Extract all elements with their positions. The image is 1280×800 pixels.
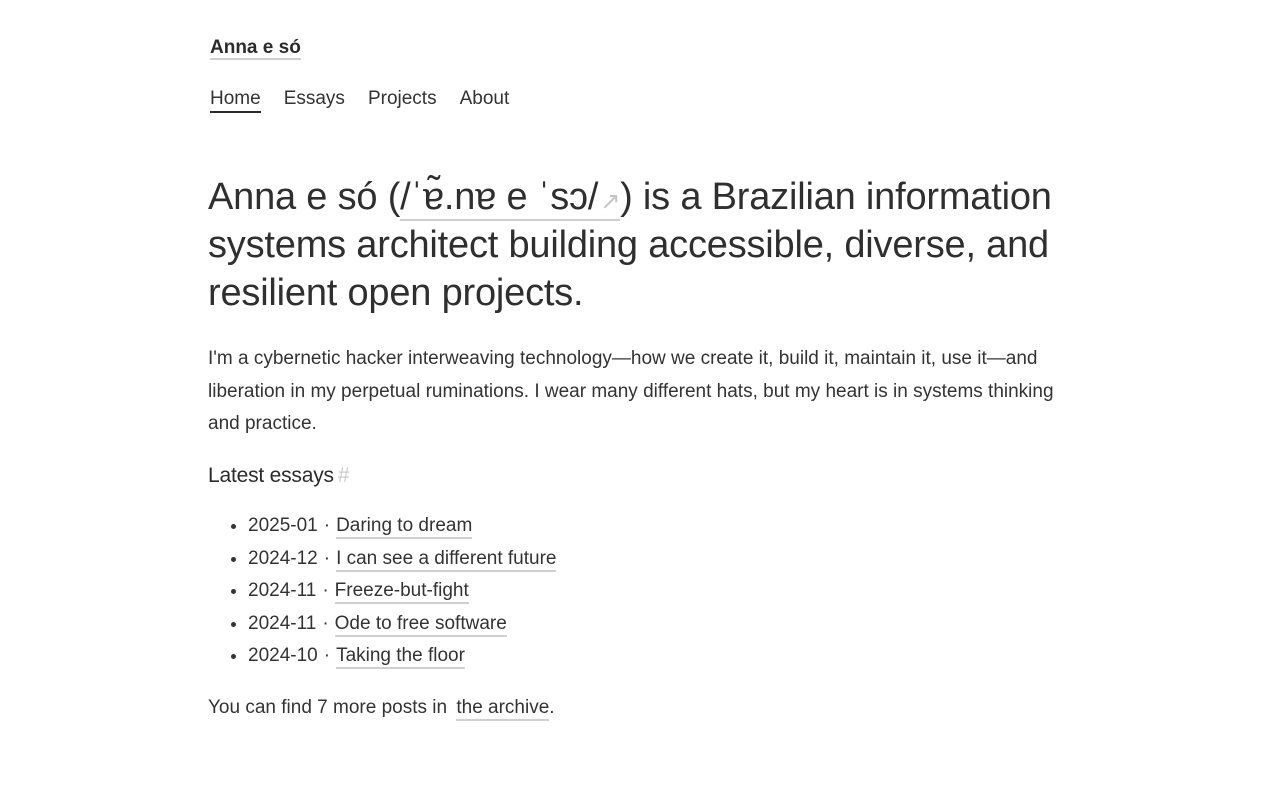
separator: ·: [323, 645, 331, 666]
essay-link-different-future[interactable]: I can see a different future: [336, 548, 556, 572]
essay-date: 2024-11: [248, 612, 317, 634]
essay-list: [208, 510, 556, 673]
hero-rest: ) is a Brazilian information systems architect building accessible, diverse, and resilient open projects.: [208, 176, 1052, 314]
essay-link-ode-to-free-software[interactable]: Ode to free software: [335, 613, 507, 637]
ipa-pronunciation-link[interactable]: [400, 176, 621, 221]
archive-line: [208, 692, 555, 724]
archive-suffix: .: [549, 697, 555, 718]
archive-link[interactable]: the archive: [456, 697, 549, 721]
list-item: [248, 510, 556, 543]
nav-essays[interactable]: Essays: [283, 88, 345, 109]
essay-link-freeze-but-fight[interactable]: Freeze-but-fight: [335, 580, 469, 604]
ipa-text: /ˈɐ̃.nɐ e ˈsɔ/: [400, 176, 599, 218]
archive-prefix: You can find 7 more posts in: [208, 697, 448, 718]
nav-home[interactable]: Home: [210, 88, 261, 113]
essay-date: 2024-12: [248, 547, 318, 569]
list-item: [248, 608, 556, 641]
list-item: [248, 640, 556, 673]
latest-essays-heading: [208, 461, 349, 491]
essay-link-taking-the-floor[interactable]: Taking the floor: [336, 645, 465, 669]
list-item: [248, 575, 556, 608]
essay-date: 2024-10: [248, 645, 318, 666]
separator: ·: [323, 515, 331, 536]
external-link-icon: ↗: [600, 188, 621, 215]
anchor-hash-link[interactable]: #: [337, 464, 350, 487]
latest-essays-label: Latest essays: [208, 464, 334, 487]
main-nav: [210, 88, 509, 113]
nav-about[interactable]: About: [459, 88, 510, 109]
hero-name: Anna e só: [208, 176, 378, 218]
separator: ·: [323, 547, 331, 569]
list-item: [248, 543, 556, 576]
site-title-link[interactable]: Anna e só: [210, 37, 301, 58]
nav-projects[interactable]: Projects: [367, 88, 437, 109]
essay-date: 2024-11: [248, 580, 317, 601]
intro-paragraph: I'm a cybernetic hacker interweaving technology—how we create it, build it, maintain it, use it—and liberation in my perpetual ruminations. I wear many different hats, but my heart is in systems thinking and practice.: [208, 348, 1054, 434]
hero-open-paren: (: [377, 176, 401, 218]
essay-link-daring-to-dream[interactable]: Daring to dream: [336, 515, 472, 539]
separator: ·: [322, 580, 329, 601]
essay-date: 2025-01: [248, 515, 318, 536]
separator: ·: [322, 612, 329, 634]
hero-heading: [208, 173, 1072, 317]
